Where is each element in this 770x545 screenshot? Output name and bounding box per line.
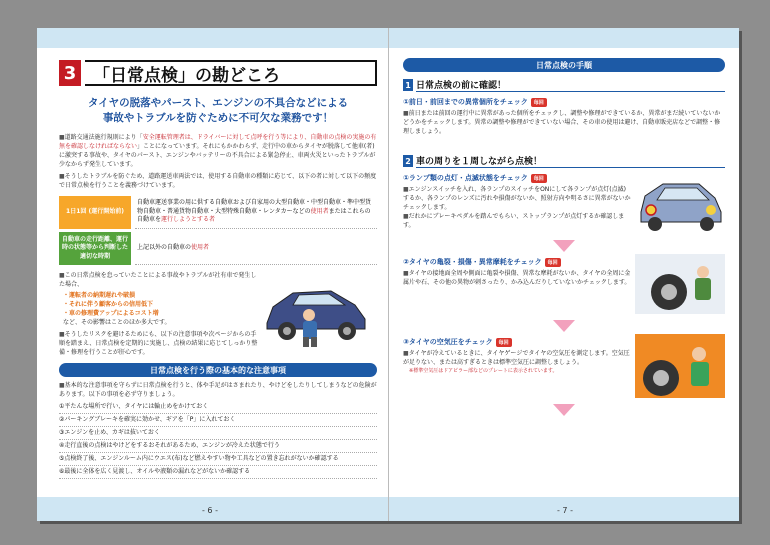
para2-text: そうしたトラブルを防ぐため、道路運送車両法では、使用する自動車の種類に応じて、以下の者に対して以下の頻度で日常点検を行うことを義務づけています。 bbox=[59, 173, 377, 189]
right-page-number: - 7 - bbox=[557, 506, 573, 515]
subtitle-line-2: 事故やトラブルを防ぐために不可欠な業務です！ bbox=[102, 112, 334, 124]
left-page-number: - 6 - bbox=[202, 506, 218, 515]
para1-a: 道路交通法施行規則により「 bbox=[64, 134, 143, 141]
table-row2-label: 自動車の走行距離、運行時の状態等から判断した適切な時期 bbox=[59, 232, 131, 266]
booklet-spread bbox=[37, 28, 739, 521]
check-item-text: ■前日または前回の運行中に異常があった個所をチェックし、調整や修理ができているか、異常がまだ続いていないかどうかをチェックします。異常の調整や修理ができていない場合、その車の使用は避け、自動車販売店などで調整・修理しましょう。 bbox=[403, 110, 721, 135]
para1-law-quote: 安全運転管理者は、ドライバーに対して点呼を行う等により、自動車の点検の実施の有無を確認しなければならない bbox=[59, 134, 377, 150]
row1-text-b: 使用者 bbox=[310, 207, 329, 215]
para3-text: この日常点検を怠っていたことによる事故やトラブルが社有車で発生した場合、 bbox=[59, 272, 257, 288]
flow-arrow-2 bbox=[553, 320, 575, 332]
right-page bbox=[403, 58, 725, 416]
tire-pressure-note: ※標準空気圧はドアピラー部などのプレートに表示されています。 bbox=[409, 368, 558, 374]
flow-arrow-3 bbox=[553, 404, 575, 416]
risk-text-column bbox=[59, 271, 259, 357]
section-1-number: 1 bbox=[403, 79, 413, 91]
tire-pressure-text-content: タイヤが冷えているときに、タイヤゲージでタイヤの空気圧を測定します。空気圧が足りない、または高すぎるときは標準空気圧に調整しましょう。 bbox=[403, 350, 630, 366]
check-item-text-content: 前日または前回の運行中に異常があった個所をチェックし、調整や修理ができているか、異常がまだ続いていないかどうかをチェックします。異常の調整や修理ができていない場合、その車の使用は避け、自動車販売店などで調整・修理しましょう。 bbox=[403, 110, 721, 135]
flow-arrow-1 bbox=[553, 240, 575, 252]
left-page bbox=[59, 58, 377, 479]
page-gutter bbox=[388, 28, 389, 521]
list-item: ②パーキングブレーキを確実に効かせ、ギアを「P」に入れておく bbox=[59, 414, 377, 427]
page-title-row bbox=[59, 58, 377, 88]
tire-damage-text: ■タイヤの接地面全周や側面に亀裂や損傷、異常な摩耗がないか、タイヤの全周に金属片や石、その他の異物が刺さったり、かみ込んだりしていないかチェックします。 bbox=[403, 270, 631, 286]
para3: ■この日常点検を怠っていたことによる事故やトラブルが社有車で発生した場合、 bbox=[59, 272, 257, 288]
section-2-header bbox=[403, 154, 725, 168]
check-item-title: ①ランプ類の点灯・点滅状態をチェック bbox=[403, 174, 528, 182]
car-lamp-illustration bbox=[635, 172, 725, 234]
check-item-title: ②タイヤの亀裂・損傷・異常摩耗をチェック bbox=[403, 258, 542, 266]
table-row1-label: 1日1回 (運行開始前) bbox=[59, 196, 131, 229]
check-item-title: ①前日・前回までの異常個所をチェック bbox=[403, 98, 528, 106]
list-item: ①平たんな場所で行い、タイヤには輪止めをかけておく bbox=[59, 401, 377, 414]
row2-text-b: 使用者 bbox=[191, 243, 210, 251]
tire-inspection-illustration bbox=[635, 254, 725, 314]
risk-section bbox=[59, 271, 377, 357]
section-1-header bbox=[403, 78, 725, 92]
inspection-frequency-table bbox=[59, 196, 377, 265]
lamp-check-text-column bbox=[403, 168, 631, 234]
list-item: ④走行直後の点検はやけどをするおそれがあるため、エンジンが冷えた状態で行う bbox=[59, 440, 377, 453]
precautions-intro: ■基本的な注意事項を守らずに日常点検を行うと、体や手足がはさまれたり、やけどをしたりしてしまうなどの危険があります。以下の事項を必ず守りましょう。 bbox=[59, 382, 377, 398]
basic-precautions-bar: 日常点検を行う際の基本的な注意事項 bbox=[59, 363, 377, 377]
chapter-number-badge: 3 bbox=[59, 60, 81, 86]
list-item: ・運転者の納期遅れや破損 bbox=[63, 292, 136, 299]
page-subtitle bbox=[59, 96, 377, 126]
lamp-text-2: だれかにブレーキペダルを踏んでもらい、ストップランプが点灯するか確認します。 bbox=[403, 213, 625, 229]
row2-text-a: 上記以外の自動車の bbox=[137, 243, 192, 251]
check-item-tire-damage bbox=[403, 257, 631, 267]
lamp-check-block bbox=[403, 168, 725, 234]
check-item-title: ③タイヤの空気圧をチェック bbox=[403, 338, 493, 346]
every-time-badge: 毎回 bbox=[531, 98, 547, 107]
lamp-text-1: エンジンスイッチを入れ、各ランプのスイッチをONにして各ランプが点灯(点滅)するか、各ランプのレンズに汚れや損傷がないか、照射方向や明るさに異常がないかチェックします。 bbox=[403, 186, 631, 211]
tire-damage-text-column bbox=[403, 252, 631, 314]
list-item: ③エンジンを止め、カギは抜いておく bbox=[59, 427, 377, 440]
section-1-title: 日常点検の前に確認！ bbox=[416, 78, 725, 92]
every-time-badge: 毎回 bbox=[496, 338, 512, 347]
para1-c: 」ことになっています。それにもかかわらず、走行中の車からタイヤが脱落して他車(者)に激突する事故や、タイヤのパースト、エンジンやバッテリーの不具合による緊急停止、車両火災といったトラブルが少なからず発生しています。 bbox=[59, 143, 376, 168]
risk-list bbox=[63, 291, 259, 318]
tire-pressure-text: ■タイヤが冷えているときに、タイヤゲージでタイヤの空気圧を測定します。空気圧が足りない、または高すぎるときは標準空気圧に調整しましょう。 bbox=[403, 350, 630, 366]
row1-text-d: 運行しようとする者 bbox=[161, 216, 216, 223]
every-time-badge: 毎回 bbox=[531, 174, 547, 183]
row1-text-c: またはこれらの自動車を bbox=[137, 207, 371, 223]
section-2-number: 2 bbox=[403, 155, 413, 167]
car-inspection-illustration bbox=[259, 271, 371, 349]
page-title: 「日常点検」の勘どころ bbox=[85, 60, 377, 86]
list-item: ・車の修理費アップによるコスト増 bbox=[63, 310, 159, 317]
lamp-check-text-2: ■だれかにブレーキペダルを踏んでもらい、ストップランプが点灯するか確認します。 bbox=[403, 213, 625, 229]
tire-damage-text-content: タイヤの接地面全周や側面に亀裂や損傷、異常な摩耗がないか、タイヤの全周に金属片や石、その他の異物が刺さったり、かみ込んだりしていないかチェックします。 bbox=[403, 270, 631, 286]
list-item: ⑤点検終了後、エンジンルーム内にウエス(布)など燃えやすい物や工具などの置き忘れがないか確認する bbox=[59, 453, 377, 466]
table-row2-text bbox=[135, 232, 377, 266]
table-row1-text bbox=[135, 196, 377, 229]
procedure-header-bar: 日常点検の手順 bbox=[403, 58, 725, 72]
tire-pressure-text-column bbox=[403, 332, 631, 398]
precautions-intro-text: 基本的な注意事項を守らずに日常点検を行うと、体や手足がはさまれたり、やけどをしたりしてしまうなどの危険があります。以下の事項を必ず守りましょう。 bbox=[59, 382, 377, 398]
subtitle-line-1: タイヤの脱落やパースト、エンジンの不具合などによる bbox=[87, 97, 349, 109]
para4-text: そうしたリスクを避けるためにも、以下の注意事項や次ページからの手順を踏まえ、日常点検を定期的に実施し、点検の結果に応じてしっかり整備・修理を行うことが肝心です。 bbox=[59, 331, 258, 356]
check-item-lamps bbox=[403, 173, 631, 183]
tire-pressure-illustration bbox=[635, 334, 725, 398]
para4: ■そうしたリスクを避けるためにも、以下の注意事項や次ページからの手順を踏まえ、日常点検を定期的に実施し、点検の結果に応じてしっかり整備・修理を行うことが肝心です。 bbox=[59, 331, 258, 356]
check-item-tire-pressure bbox=[403, 337, 631, 347]
check-item-previous-issues bbox=[403, 97, 725, 107]
intro-paragraph: ■道路交通法施行規則により「安全運転管理者は、ドライバーに対して点呼を行う等により、自動車の点検の実施の有無を確認しなければならない」ことになっています。それにもかかわらず、走行中の車からタイヤが脱落して他車(者)に激突する事故や、タイヤのパースト、エンジンやバッテリーの不具合による緊急停止、車両火災といったトラブルが少なからず発生しています。 bbox=[59, 134, 377, 168]
list-item: ・それに伴う顧客からの信用低下 bbox=[63, 301, 154, 308]
every-time-badge: 毎回 bbox=[545, 258, 561, 267]
tire-pressure-block bbox=[403, 332, 725, 398]
para2: ■そうしたトラブルを防ぐため、道路運送車両法では、使用する自動車の種類に応じて、以下の者に対して以下の頻度で日常点検を行うことを義務づけています。 bbox=[59, 173, 377, 189]
precautions-list bbox=[59, 401, 377, 479]
row1-text-a: 自動車運送事業の用に供する自動車および自家用の大型自動車・中型自動車・準中型貨物自動車・普通貨物自動車・大型特殊自動車・レンタカーなどの bbox=[137, 199, 372, 215]
list-item: ⑥最後に全体を広く見渡し、オイルや液類の漏れなどがないか確認する bbox=[59, 466, 377, 479]
tire-damage-block bbox=[403, 252, 725, 314]
lamp-check-text: ■エンジンスイッチを入れ、各ランプのスイッチをONにして各ランプが点灯(点滅)するか、各ランプのレンズに汚れや損傷がないか、照射方向や明るさに異常がないかチェックします。 bbox=[403, 186, 631, 211]
section-2-title: 車の周りを１周しながら点検！ bbox=[416, 154, 725, 168]
para3-end: など、その影響はことのほか多大です。 bbox=[63, 319, 171, 326]
